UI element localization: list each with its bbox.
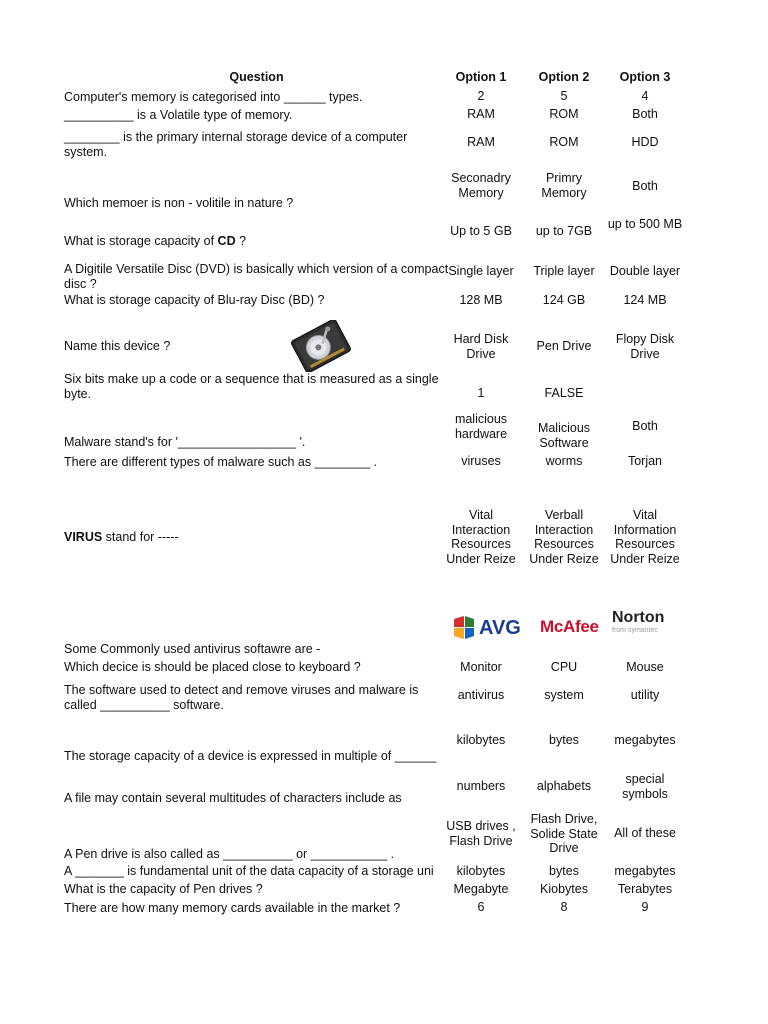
option2-cell: FALSE [544, 386, 584, 400]
option2-cell: Malicious Software [537, 421, 591, 450]
question-text: Which decice is should be placed close to keyboard ? [64, 660, 361, 674]
option1-cell: Hard Disk Drive [453, 332, 509, 361]
option3-cell: 124 MB [623, 293, 667, 307]
option3-header: Option 3 [619, 70, 671, 84]
question-text: A file may contain several multitudes of characters include as [64, 791, 402, 805]
option2-cell: bytes [549, 864, 579, 878]
option1-cell: 1 [477, 386, 485, 400]
option2-cell: worms [545, 454, 583, 468]
question-text: There are how many memory cards available in the market ? [64, 901, 401, 915]
option2-cell: CPU [550, 660, 578, 674]
question-text: A _______ is fundamental unit of the data capacity of a storage uni [64, 864, 434, 878]
option2-cell: system [544, 688, 584, 702]
option2-cell: 8 [560, 900, 568, 914]
option3-cell: utility [630, 688, 660, 702]
question-text: Computer's memory is categorised into ______ types. [64, 90, 363, 104]
option3-cell: 4 [641, 89, 649, 103]
option1-cell: antivirus [457, 688, 505, 702]
option3-cell: Terabytes [617, 882, 673, 896]
question-text: __________ is a Volatile type of memory. [64, 108, 293, 122]
option1-cell: numbers [456, 779, 506, 793]
option1-cell: kilobytes [456, 733, 506, 747]
option1-cell: 2 [477, 89, 485, 103]
question-text: Six bits make up a code or a sequence that is measured as a single byte. [64, 372, 439, 401]
option1-cell: Single layer [448, 264, 514, 278]
question-text: Which memoer is non - volitile in nature ? [64, 196, 294, 210]
question-text: The software used to detect and remove viruses and malware is called __________ software. [64, 683, 419, 712]
option3-cell: HDD [631, 135, 659, 149]
option2-cell: alphabets [536, 779, 592, 793]
option1-cell: malicious hardware [454, 412, 508, 441]
option1-cell: Monitor [460, 660, 502, 674]
option3-cell: megabytes [614, 733, 676, 747]
option2-cell: Verball Interaction Resources Under Reize [529, 508, 599, 566]
option2-cell: Flash Drive, Solide State Drive [530, 812, 598, 855]
norton-logo-text: Norton [612, 609, 665, 626]
option3-cell: special symbols [622, 772, 668, 801]
mcafee-logo [540, 617, 604, 641]
question-text: There are different types of malware such as ________ . [64, 455, 378, 469]
option3-cell: Double layer [609, 264, 681, 278]
option1-cell: 6 [477, 900, 485, 914]
option2-cell: up to 7GB [535, 224, 593, 238]
option1-cell: viruses [461, 454, 501, 468]
option3-cell: up to 500 MB [607, 217, 683, 231]
option1-cell: Up to 5 GB [450, 224, 512, 238]
option1-cell: USB drives , Flash Drive [446, 819, 516, 848]
question-header: Question [229, 70, 284, 84]
option1-cell: RAM [467, 107, 495, 121]
option2-cell: Pen Drive [536, 339, 592, 353]
question-text: What is the capacity of Pen drives ? [64, 882, 263, 896]
question-bold-term: VIRUS [64, 530, 103, 544]
question-text: VIRUS stand for ----- [64, 530, 179, 544]
option3-cell: Both [632, 179, 658, 193]
option2-cell: bytes [549, 733, 579, 747]
avg-logo-text: AVG [479, 617, 521, 639]
option3-cell: Flopy Disk Drive [615, 332, 675, 361]
norton-logo-subtext: from symantec [612, 627, 658, 634]
question-text: A Digitile Versatile Disc (DVD) is basically which version of a compact disc ? [64, 262, 449, 291]
option3-cell: 9 [641, 900, 649, 914]
option1-cell: Seconadry Memory [451, 171, 511, 200]
option3-cell: Vital Information Resources Under Reize [610, 508, 680, 566]
question-text: The storage capacity of a device is expressed in multiple of ______ [64, 749, 437, 763]
option2-cell: 124 GB [542, 293, 586, 307]
option2-cell: Triple layer [533, 264, 595, 278]
question-text: Malware stand's for '_________________ '. [64, 435, 306, 449]
option1-cell: 128 MB [459, 293, 503, 307]
option1-cell: Vital Interaction Resources Under Reize [446, 508, 516, 566]
norton-logo [612, 609, 688, 639]
question-text: A Pen drive is also called as __________ or ___________ . [64, 847, 395, 861]
option1-cell: RAM [467, 135, 495, 149]
question-bold-term: CD [217, 234, 236, 248]
option3-cell: Both [632, 419, 658, 433]
question-text: What is storage capacity of Blu-ray Disc (BD) ? [64, 293, 325, 307]
option2-cell: 5 [560, 89, 568, 103]
option1-cell: Megabyte [453, 882, 509, 896]
mcafee-logo-text: McAfee [540, 617, 599, 636]
option3-cell: megabytes [614, 864, 676, 878]
option3-cell: All of these [614, 826, 676, 840]
option1-cell: kilobytes [456, 864, 506, 878]
option2-cell: ROM [549, 107, 579, 121]
option3-cell: Both [632, 107, 658, 121]
question-text: Name this device ? [64, 339, 171, 353]
option1-header: Option 1 [455, 70, 507, 84]
question-text: Some Commonly used antivirus softawre are - [64, 642, 321, 656]
option2-header: Option 2 [538, 70, 590, 84]
option2-cell: Kiobytes [540, 882, 588, 896]
option3-cell: Torjan [627, 454, 663, 468]
hard-disk-drive-icon [290, 320, 352, 372]
option2-cell: Primry Memory [541, 171, 587, 200]
option3-cell: Mouse [626, 660, 664, 674]
question-text: ________ is the primary internal storage device of a computer system. [64, 130, 408, 159]
option2-cell: ROM [549, 135, 579, 149]
avg-logo [452, 614, 520, 642]
question-text: What is storage capacity of CD ? [64, 234, 247, 248]
